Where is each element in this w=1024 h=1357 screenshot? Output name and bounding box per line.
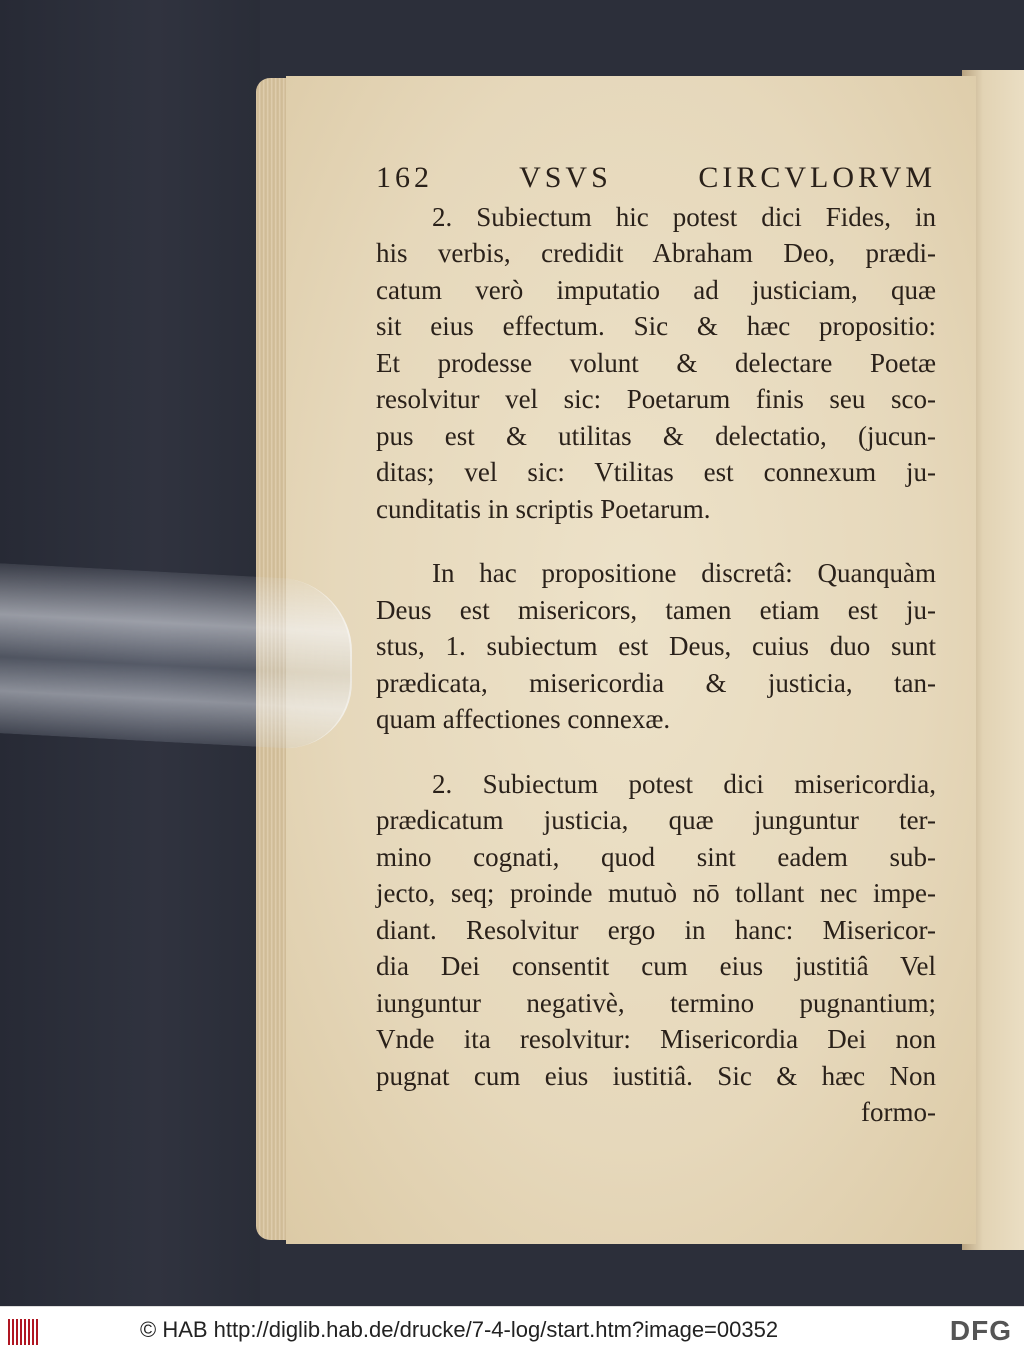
text-line: Et prodesse volunt & delectare Poetæ	[376, 347, 936, 378]
text-line: mino cognati, quod sint eadem sub-	[376, 841, 936, 872]
text-line: diant. Resolvitur ergo in hanc: Misericor-	[376, 914, 936, 945]
page-text	[376, 160, 936, 1131]
text-line: pus est & utilitas & delectatio, (jucun-	[376, 420, 936, 451]
text-line: iunguntur negativè, termino pugnantium;	[376, 987, 936, 1018]
footer-bar	[0, 1306, 1024, 1357]
text-line: catum verò imputatio ad justiciam, quæ	[376, 274, 936, 305]
text-line: jecto, seq; proinde mutuò nō tollant nec impe-	[376, 878, 936, 908]
text-line: In hac propositione discretâ: Quanquàm	[432, 558, 936, 588]
text-line: prædicata, misericordia & justicia, tan-	[376, 667, 936, 698]
text-line: stus, 1. subiectum est Deus, cuius duo sunt	[376, 631, 936, 661]
text-line: Vnde ita resolvitur: Misericordia Dei non	[376, 1024, 936, 1054]
text-line: dia Dei consentit cum eius justitiâ Vel	[376, 951, 936, 981]
text-line: his verbis, credidit Abraham Deo, prædi-	[376, 238, 936, 268]
catchword: formo-	[861, 1097, 936, 1127]
text-line: sit eius effectum. Sic & hæc propositio:	[376, 311, 936, 341]
text-line: 2. Subiectum potest dici misericordia,	[432, 768, 936, 799]
text-line: quam affectiones connexæ.	[376, 704, 671, 734]
dfg-logo: DFG	[949, 1315, 1012, 1346]
hab-barcode-icon	[8, 1319, 38, 1345]
copyright-link[interactable]: © HAB http://diglib.hab.de/drucke/7-4-log/start.htm?image=00352	[140, 1317, 779, 1342]
text-line: cunditatis in scriptis Poetarum.	[376, 493, 711, 524]
running-header: 162 VSVS CIRCVLORVM	[376, 161, 936, 194]
text-line: Deus est misericors, tamen etiam est ju-	[376, 594, 936, 625]
text-line: resolvitur vel sic: Poetarum finis seu sco-	[376, 384, 936, 414]
glass-clamp	[0, 562, 352, 751]
text-line: 2. Subiectum hic potest dici Fides, in	[432, 201, 936, 232]
text-line: pugnat cum eius iustitiâ. Sic & hæc Non	[376, 1060, 936, 1091]
text-line: prædicatum justicia, quæ junguntur ter-	[376, 805, 936, 835]
text-line: ditas; vel sic: Vtilitas est connexum ju-	[376, 457, 936, 487]
